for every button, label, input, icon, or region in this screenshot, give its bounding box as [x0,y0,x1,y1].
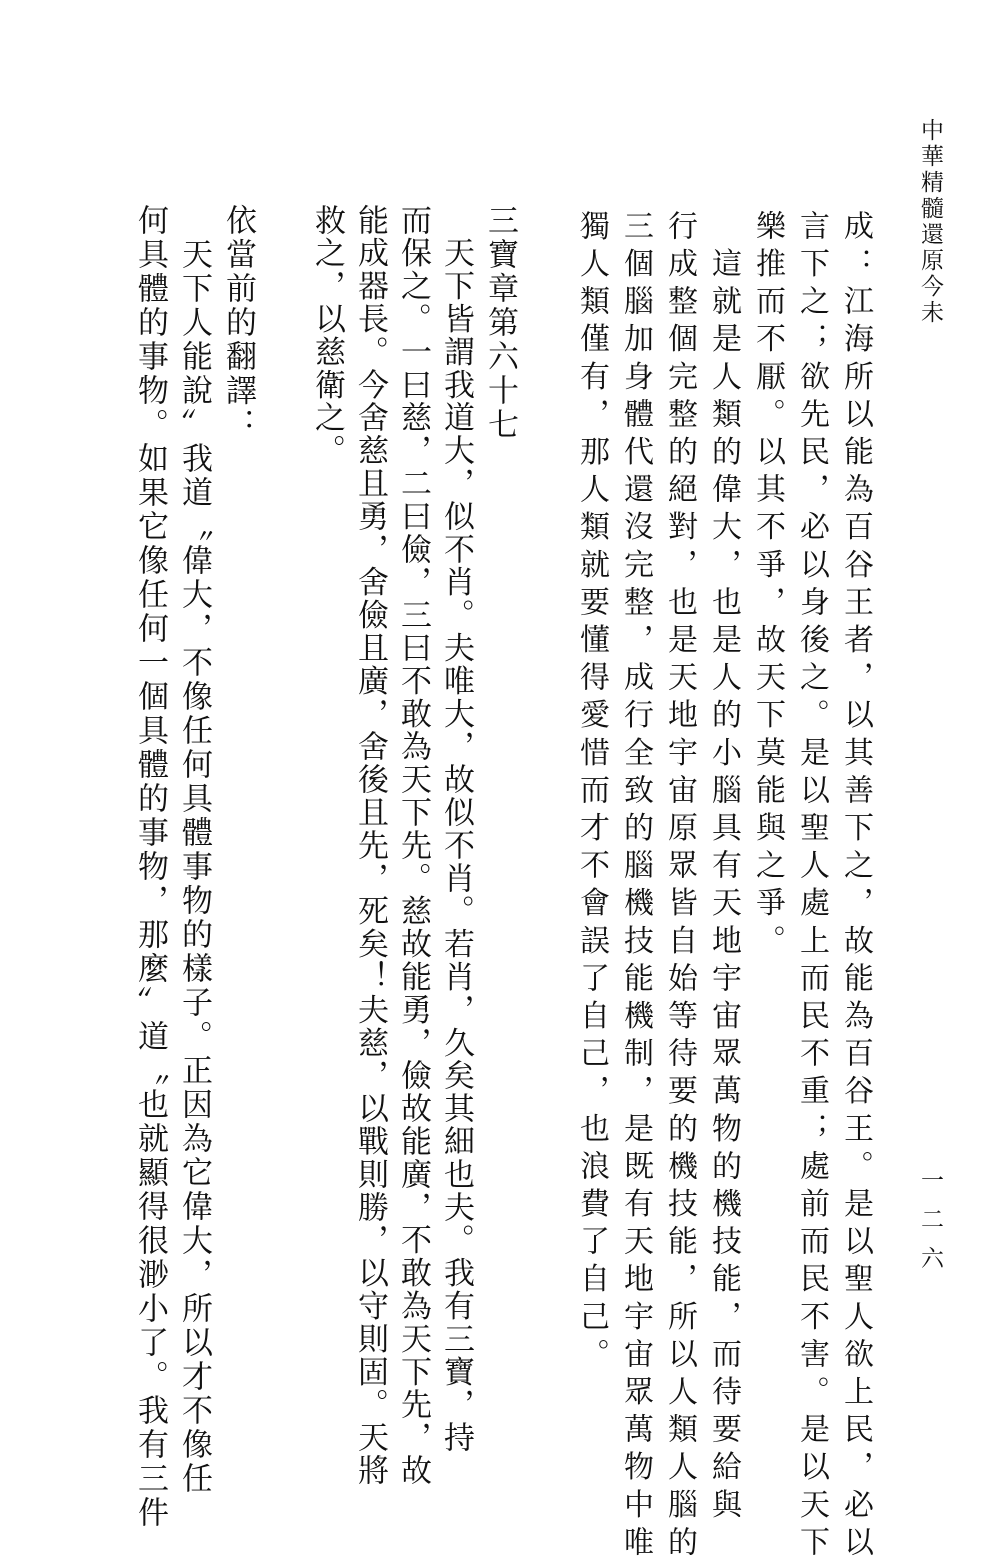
text-column: 樂推而不厭。以其不爭，故天下莫能與之爭。 [750,210,785,962]
text-column: 三個腦加身體代還沒完整，成行全致的腦機技能機制，是既有天地宇宙眾萬物中唯 [618,210,653,1564]
header-title: 中華精髓還原今未 [917,118,943,326]
text-column: 能成器長。今舍慈且勇，舍儉且廣，舍後且先，死矣！夫慈，以戰則勝，以守則固。天將 [352,204,388,1488]
text-column: 成：江海所以能為百谷王者，以其善下之，故能為百谷王。是以聖人欲上民，必以 [838,210,873,1564]
text-column: 言下之；欲先民，必以身後之。是以聖人處上而民不重；處前而民不害。是以天下 [794,210,829,1564]
chapter-heading: 三寶章第六十七 [482,204,518,442]
text-column: 獨人類僅有，那人類就要懂得愛惜而才不會誤了自己，也浪費了自己。 [574,210,609,1376]
text-column: 天下人能說〞我道〝偉大，不像任何具體事物的樣子。正因為它偉大，所以才不像任 [176,204,212,1496]
translation-heading: 依當前的翻譯： [220,204,256,442]
text-column: 天下皆謂我道大，似不肖。夫唯大，故似不肖。若肖，久矣其細也夫。我有三寶，持 [438,204,474,1455]
page-number: 一二六 [917,1168,943,1285]
text-column: 何具體的事物。如果它像任何一個具體的事物，那麼〞道〝也就顯得很渺小了。我有三件 [132,204,168,1530]
text-column: 救之，以慈衛之。 [309,204,345,468]
text-column: 這就是人類的偉大，也是人的小腦具有天地宇宙眾萬物的機技能，而待要給與 [706,210,741,1526]
text-column: 行成整個完整的絕對，也是天地宇宙原眾皆自始等待要的機技能，所以人類人腦的 [662,210,697,1564]
text-column: 而保之。一曰慈，二曰儉，三曰不敢為天下先。慈故能勇，儉故能廣，不敢為天下先，故 [395,204,431,1488]
